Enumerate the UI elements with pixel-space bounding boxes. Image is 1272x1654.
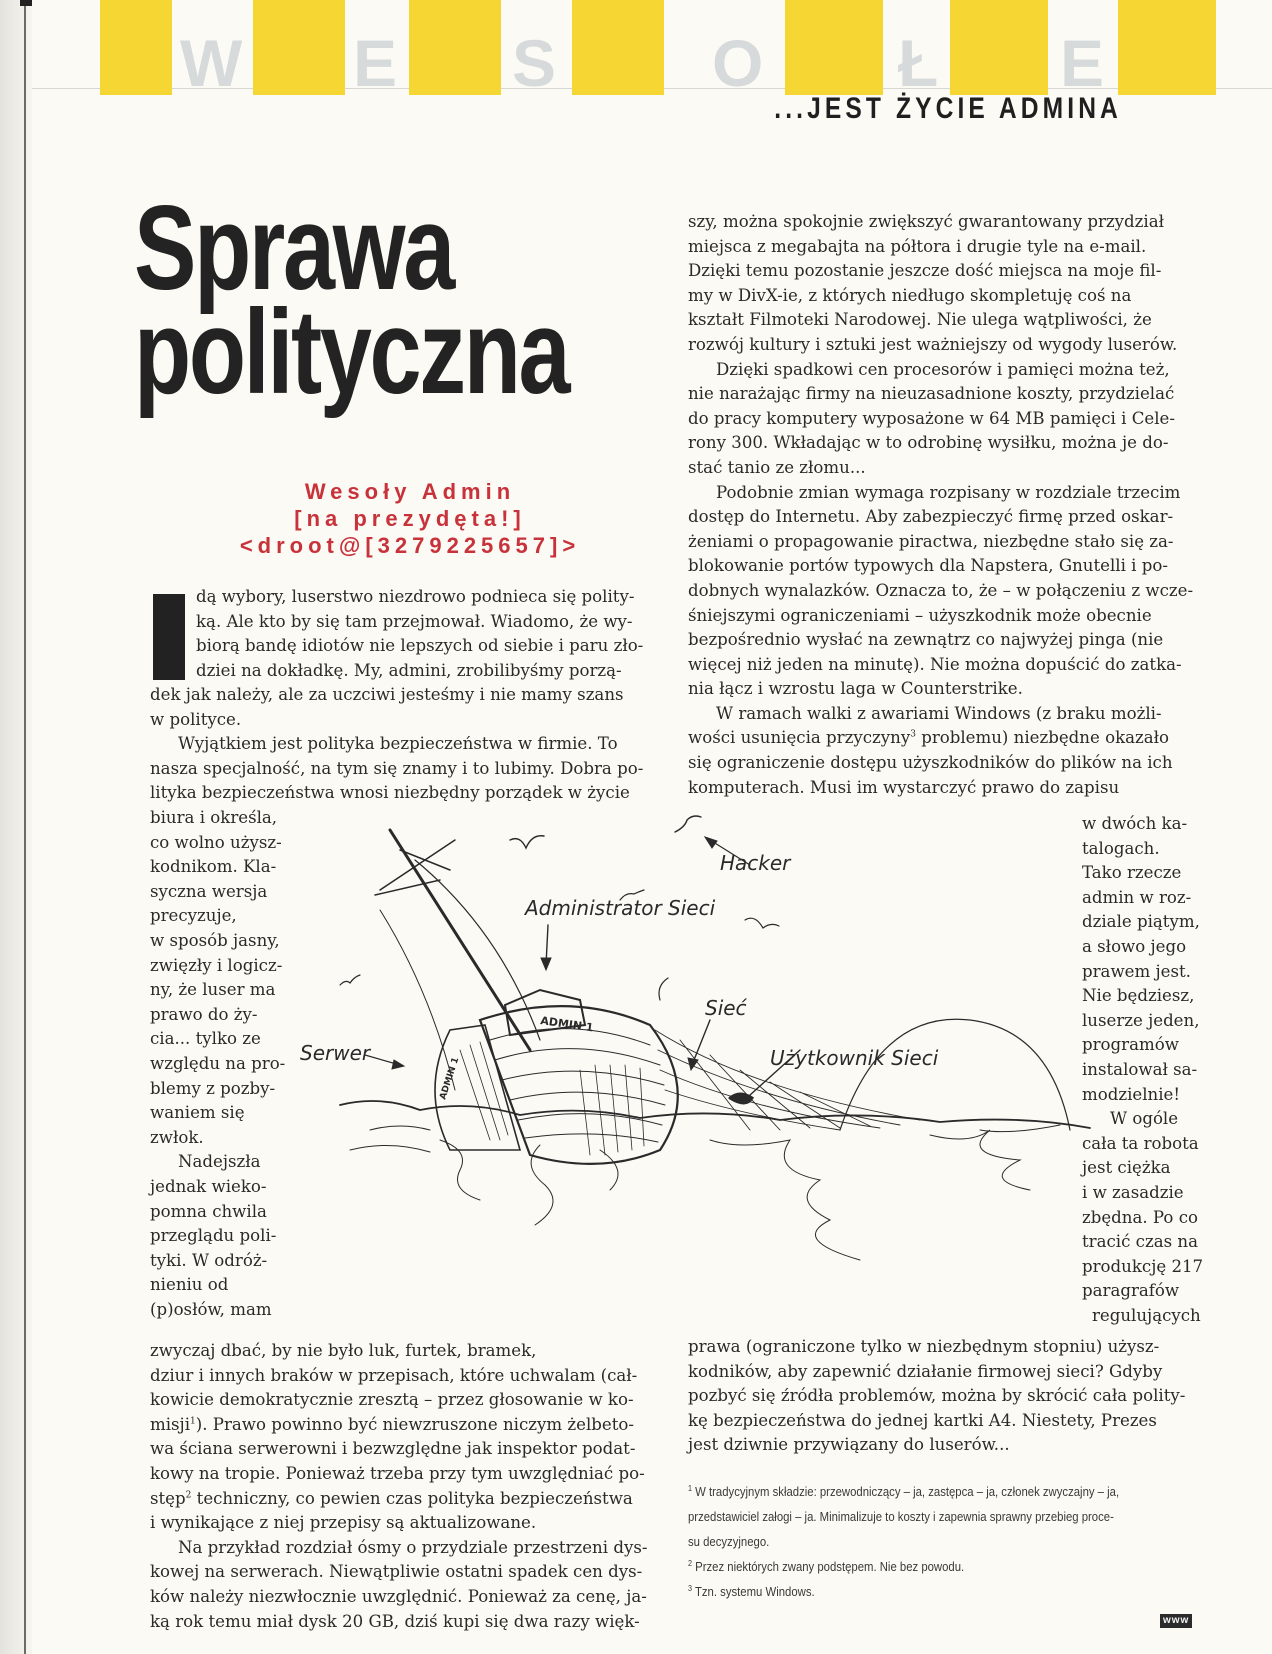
water-ripples: [350, 1125, 1060, 1260]
text-line: komputerach. Musi im wystarczyć prawo do zapisu: [688, 777, 1120, 797]
text-line: dziei na dokładkę. My, admini, zrobilibyśmy porzą-: [196, 660, 622, 680]
text-line: nia łącz i wzrostu laga w Counterstrike.: [688, 679, 1023, 699]
article-title: [134, 181, 569, 419]
text-line: luserze jeden,: [1082, 1010, 1200, 1030]
text-run: problemu) niezbędne okazało: [915, 728, 1170, 748]
text-line: Dzięki temu pozostanie jeszcze dość miejsca na moje fil-: [688, 261, 1162, 281]
text-line: ków należy niezwłocznie uwzględnić. Ponieważ za cenę, ja-: [150, 1586, 647, 1606]
text-line: modzielnie!: [1082, 1084, 1181, 1104]
text-line: nie narażając firmy na nieuzasadnione koszty, przydzielać: [688, 384, 1175, 404]
title-line: Sprawa: [134, 181, 453, 315]
footnotes: [688, 1480, 1165, 1605]
text-run: stęp: [150, 1488, 186, 1508]
text-line: tyki. W odróż-: [150, 1250, 268, 1270]
text-line: dą wybory, luserstwo niezdrowo podnieca się polity-: [196, 587, 635, 606]
text-line: kowej na serwerach. Niewątpliwie ostatni spadek cen dys-: [150, 1562, 643, 1582]
text-line: pomna chwila: [150, 1201, 267, 1221]
label-server: Serwer: [300, 1041, 371, 1065]
text-run: wości usunięcia przyczyny: [688, 728, 911, 748]
text-line: śniejszymi ograniczeniami – użyszkodnik może obecnie: [688, 605, 1152, 625]
hull-planks: [490, 1029, 665, 1142]
text-run: misji: [150, 1414, 191, 1434]
text-line: instalował sa-: [1082, 1059, 1198, 1079]
server-boat-hatch: [460, 1042, 508, 1140]
sail-curve: [415, 860, 540, 1040]
yellow-block: [785, 0, 883, 95]
text-line: jest ciężka: [1082, 1158, 1171, 1178]
footnote-text: Przez niektórych zwany podstępem. Nie bez powodu.: [695, 1560, 965, 1574]
text-line: dziale piątym,: [1082, 912, 1200, 932]
ghost-letter: Ł: [898, 26, 939, 100]
text-line: rony 300. Wkładając w to odrobinę wysiłku, można je do-: [688, 433, 1169, 453]
text-line: programów: [1082, 1035, 1179, 1055]
text-line: nieniu od: [150, 1275, 229, 1295]
narrow-column-left: [150, 806, 290, 1322]
ghost-letter: O: [712, 26, 764, 100]
www-section-badge: www: [1160, 1614, 1192, 1628]
yellow-block: [100, 0, 172, 95]
footnote-ref[interactable]: 1: [190, 1416, 196, 1427]
text-line: dek jak należy, ale za uczciwi jesteśmy i nie mamy szans: [150, 685, 624, 704]
arrow-admin-head: [541, 958, 551, 970]
label-administrator: Administrator Sieci: [525, 896, 716, 920]
footnote-3: [688, 1580, 1165, 1605]
text-line: my w DivX-ie, z których niedługo skompletuję coś na: [688, 285, 1132, 305]
text-line: produkcję 217: [1082, 1256, 1204, 1276]
author-tagline: [na prezydęta!]: [294, 506, 526, 531]
author-email[interactable]: <droot@[3279225657]>: [239, 533, 581, 558]
yellow-block: [253, 0, 345, 95]
text-line: prawo do ży-: [150, 1004, 258, 1024]
text-line: Nadejszła: [178, 1152, 261, 1172]
footnote-1-cont: su decyzyjnego.: [688, 1535, 770, 1549]
text-line: wa ściana serwerowni i bezwzględne jak inspektor podat-: [150, 1439, 636, 1459]
text-line: kowy na tropie. Ponieważ trzeba przy tym uwzględniać po-: [150, 1463, 645, 1483]
text-line: ny, że luser ma: [150, 980, 276, 1000]
author-name: Wesoły Admin: [304, 479, 516, 504]
right-column-top: [688, 210, 1228, 800]
bird-hacker: [675, 816, 701, 832]
footnote-ref[interactable]: 3: [910, 729, 916, 740]
text-line: kowicie demokratycznie zresztą – przez głosowanie w ko-: [150, 1390, 634, 1410]
text-line: żeniami o propagowanie piractwa, niezbędne stało się za-: [688, 531, 1174, 551]
network-user: [730, 1094, 752, 1103]
text-line: pozbyć się źródła problemów, można by skrócić cała polity-: [688, 1386, 1186, 1406]
byline: [160, 478, 660, 559]
text-line: blokowanie portów typowych dla Napstera, Gnutelli i po-: [688, 556, 1168, 576]
footnote-1: [688, 1480, 1165, 1505]
intro-paragraph-top: [196, 585, 666, 683]
text-line: kształt Filmoteki Narodowej. Nie ulega wątpliwości, że: [688, 310, 1152, 330]
text-line: Na przykład rozdział ósmy o przydziale przestrzeni dys-: [178, 1537, 648, 1557]
title-line: polityczna: [134, 285, 569, 419]
text-line: do pracy komputery wyposażone w 64 MB pamięci i Cele-: [688, 408, 1175, 428]
text-line: nasza specjalność, na tym się znamy i to lubimy. Dobra po-: [150, 758, 644, 778]
binding-mark: [20, 0, 32, 6]
intro-paragraph-bottom: [150, 683, 670, 806]
text-line: zwięzły i logicz-: [150, 955, 283, 975]
text-line: [688, 726, 1228, 751]
text-line: dziur i innych braków w przepisach, które uchwalam (cał-: [150, 1365, 638, 1385]
text-line: szy, można spokojnie zwiększyć gwarantowany przydział: [688, 212, 1164, 231]
text-line: W ramach walki z awariami Windows (z braku możli-: [716, 703, 1162, 723]
text-line: co wolno użysz-: [150, 832, 282, 852]
page-binding-shadow: [0, 0, 32, 1654]
text-line: tracić czas na: [1082, 1232, 1198, 1252]
text-run: ). Prawo powinno być niewzruszone niczym żelbeto-: [195, 1414, 634, 1434]
ghost-letter: E: [1060, 26, 1105, 100]
text-line: ką. Ale kto by się tam przejmował. Wiadomo, że wy-: [196, 611, 633, 631]
text-line: admin w roz-: [1082, 887, 1192, 907]
label-net: Sieć: [705, 996, 747, 1020]
text-line: biorą bandę idiotów nie lepszych od siebie i paru zło-: [196, 636, 644, 656]
sinking-boat-illustration: [280, 810, 1100, 1330]
text-line: w polityce.: [150, 709, 242, 729]
text-line: ką rok temu miał dysk 20 GB, dziś kupi się dwa razy więk-: [150, 1611, 640, 1631]
section-kicker: ...JEST ŻYCIE ADMINA: [774, 92, 1122, 125]
narrow-column-right: [1082, 812, 1232, 1328]
text-line: Wyjątkiem jest polityka bezpieczeństwa w firmie. To: [178, 734, 618, 754]
text-line: dostęp do Internetu. Aby zabezpieczyć firmę przed oskar-: [688, 507, 1174, 527]
text-line: rozwój kultury i sztuki jest ważniejszy od wygody luserów.: [688, 334, 1178, 354]
text-line: Dzięki spadkowi cen procesorów i pamięci można też,: [716, 359, 1170, 379]
text-line: blemy z pozby-: [150, 1078, 276, 1098]
text-line: regulujących: [1092, 1305, 1201, 1325]
hull-hatching: [580, 1065, 644, 1155]
arrow-net-head: [688, 1058, 698, 1070]
text-line: precyzuje,: [150, 906, 237, 926]
text-line: Tako rzecze: [1082, 863, 1182, 883]
text-line: stać tanio ze złomu...: [688, 457, 866, 477]
label-network-user: Użytkownik Sieci: [770, 1046, 939, 1070]
text-run: techniczny, co pewien czas polityka bezpieczeństwa: [191, 1488, 633, 1508]
text-line: waniem się: [150, 1103, 245, 1123]
mast: [390, 830, 530, 1050]
text-line: syczna wersja: [150, 881, 268, 901]
text-line: prawem jest.: [1082, 961, 1191, 981]
label-hacker: Hacker: [720, 851, 791, 875]
ghost-letter: E: [353, 26, 398, 100]
text-line: zwyczaj dbać, by nie było luk, furtek, bramek,: [150, 1341, 537, 1360]
text-line: biura i określa,: [150, 808, 278, 827]
text-line: lityka bezpieczeństwa wnosi niezbędny porządek w życie: [150, 783, 630, 803]
bird: [340, 975, 360, 985]
text-line: a słowo jego: [1082, 936, 1187, 956]
left-column-bottom: [150, 1339, 670, 1634]
text-line: [150, 1487, 670, 1512]
right-column-bottom: [688, 1335, 1228, 1458]
fishing-net: [655, 1030, 920, 1130]
mast-rigging: [375, 840, 455, 895]
text-line: bezpośrednio wysłać na zewnątrz co najwyżej pinga (nie: [688, 630, 1164, 650]
footnote-text: W tradycyjnym składzie: przewodniczący – ja, zastępca – ja, członek zwyczajny – ja,: [695, 1485, 1120, 1499]
drop-cap-letter-i: [153, 594, 185, 680]
footnote-mark: 2: [688, 1558, 693, 1568]
footnote-mark: 1: [688, 1483, 693, 1493]
text-line: przeglądu poli-: [150, 1226, 277, 1246]
text-line: względu na pro-: [150, 1053, 286, 1073]
text-line: zwłok.: [150, 1127, 204, 1147]
text-line: zbędna. Po co: [1082, 1207, 1198, 1227]
yellow-block: [409, 0, 501, 95]
text-line: cała ta robota: [1082, 1133, 1199, 1153]
text-line: paragrafów: [1082, 1281, 1180, 1301]
text-line: dobnych wynalazków. Oznacza to, że – w połączeniu z wcze-: [688, 580, 1194, 600]
text-line: W ogóle: [1110, 1109, 1179, 1129]
footnote-ref[interactable]: 2: [185, 1490, 192, 1501]
text-line: prawa (ograniczone tylko w niezbędnym stopniu) użysz-: [688, 1337, 1160, 1356]
text-line: w dwóch ka-: [1082, 814, 1188, 833]
text-line: się ograniczenie dostępu użyszkodników do plików na ich: [688, 753, 1173, 773]
text-line: kodników, aby zapewnić działanie firmowej sieci? Gdyby: [688, 1361, 1163, 1381]
text-line: w sposób jasny,: [150, 930, 280, 950]
sun-arc: [840, 1019, 1070, 1130]
yellow-block: [950, 0, 1048, 95]
yellow-block: [572, 0, 664, 95]
binding-line: [24, 0, 26, 1654]
footnote-1-cont: przedstawiciel załogi – ja. Minimalizuje to koszty i zapewnia sprawny przebieg proce-: [688, 1510, 1114, 1524]
text-line: i wynikające z niej przepisy są aktualizowane.: [150, 1513, 537, 1533]
text-line: więcej niż jeden na minutę). Nie można dopuścić do zatka-: [688, 654, 1182, 674]
text-line: i w zasadzie: [1082, 1182, 1184, 1202]
text-line: Nie będziesz,: [1082, 986, 1195, 1006]
arrow-hacker-head: [705, 837, 717, 848]
bird: [659, 978, 668, 1000]
text-line: jest dziwnie przywiązany do luserów...: [688, 1435, 1010, 1455]
text-line: talogach.: [1082, 838, 1160, 858]
text-line: kodnikom. Kla-: [150, 857, 277, 877]
yellow-block: [1118, 0, 1216, 95]
text-line: jednak wieko-: [150, 1176, 267, 1196]
bird: [745, 918, 779, 928]
boat-name: ADMIN 1: [539, 1014, 595, 1035]
text-line: miejsca z megabajta na półtora i drugie tyle na e-mail.: [688, 236, 1147, 256]
footnote-mark: 3: [688, 1583, 693, 1593]
ghost-letter: W: [180, 26, 243, 100]
text-line: Podobnie zmian wymaga rozpisany w rozdziale trzecim: [716, 482, 1181, 502]
server-boat-name: ADMIN 1: [438, 1056, 462, 1101]
bird: [510, 836, 544, 848]
footnote-2: [688, 1555, 1165, 1580]
footnote-text: Tzn. systemu Windows.: [694, 1585, 815, 1599]
arrow-server-head: [392, 1060, 404, 1069]
ghost-letter: S: [512, 26, 557, 100]
text-line: [150, 1413, 670, 1438]
text-line: kę bezpieczeństwa do jednej kartki A4. Niestety, Prezes: [688, 1410, 1157, 1430]
text-line: cia... tylko ze: [150, 1029, 261, 1049]
text-line: (p)osłów, mam: [150, 1299, 272, 1319]
